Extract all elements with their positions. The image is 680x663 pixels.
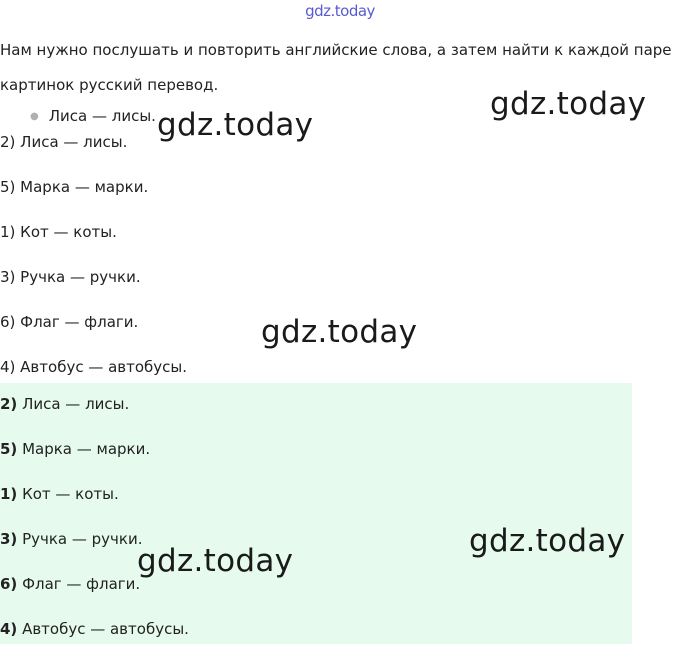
panel-answer-number: 2) <box>0 395 18 413</box>
panel-answer-line <box>0 393 189 438</box>
answer-number: 3) <box>0 268 16 286</box>
panel-answer-number: 4) <box>0 620 18 638</box>
answer-text: Флаг — флаги. <box>15 313 139 331</box>
panel-answer-number: 5) <box>0 440 18 458</box>
answer-text: Лиса — лисы. <box>15 133 128 151</box>
answer-text: Марка — марки. <box>15 178 149 196</box>
panel-answer-list <box>0 393 189 663</box>
answer-number: 5) <box>0 178 16 196</box>
panel-answer-number: 6) <box>0 575 18 593</box>
panel-answer-text: Ручка — ручки. <box>17 530 143 548</box>
bullet-item-text: Лиса — лисы. <box>48 107 156 125</box>
answer-list <box>0 131 187 401</box>
panel-answer-text: Кот — коты. <box>17 485 119 503</box>
bullet-dot-icon: ● <box>30 111 39 122</box>
watermark: gdz.today <box>490 86 647 122</box>
panel-answer-line <box>0 618 189 663</box>
answer-text: Кот — коты. <box>15 223 117 241</box>
panel-answer-text: Лиса — лисы. <box>17 395 130 413</box>
answer-text: Автобус — автобусы. <box>15 358 188 376</box>
watermark: gdz.today <box>157 107 314 143</box>
bullet-list-item <box>30 106 156 129</box>
task-intro: Нам нужно послушать и повторить английские слова, а затем найти к каждой паре картинок русский перевод. <box>0 41 672 94</box>
answer-line <box>0 221 187 266</box>
panel-answer-text: Флаг — флаги. <box>17 575 141 593</box>
panel-answer-text: Марка — марки. <box>17 440 151 458</box>
panel-answer-text: Автобус — автобусы. <box>17 620 189 638</box>
panel-answer-line <box>0 438 189 483</box>
panel-answer-number: 1) <box>0 485 18 503</box>
panel-answer-line <box>0 483 189 528</box>
answer-number: 1) <box>0 223 16 241</box>
site-logo[interactable]: gdz.today <box>305 2 375 20</box>
panel-answer-number: 3) <box>0 530 18 548</box>
answer-number: 4) <box>0 358 16 376</box>
watermark: gdz.today <box>137 543 294 579</box>
watermark: gdz.today <box>261 314 418 350</box>
answer-number: 2) <box>0 133 16 151</box>
answer-line <box>0 176 187 221</box>
watermark: gdz.today <box>469 523 626 559</box>
answer-line <box>0 266 187 311</box>
answer-text: Ручка — ручки. <box>15 268 141 286</box>
answer-panel <box>0 383 632 644</box>
answer-number: 6) <box>0 313 16 331</box>
answer-line <box>0 311 187 356</box>
panel-answer-line <box>0 573 189 618</box>
